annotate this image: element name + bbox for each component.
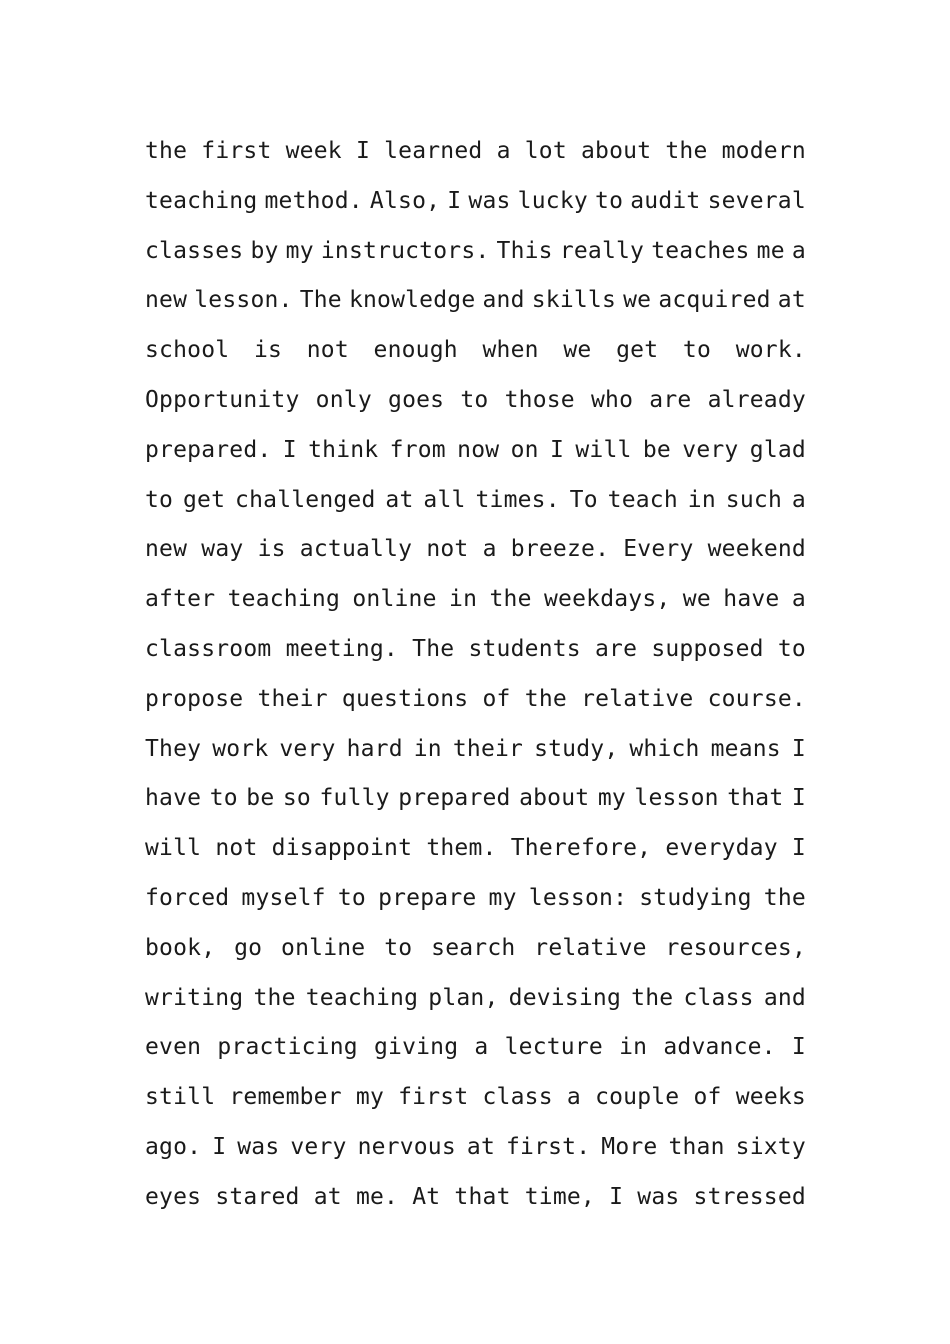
text-line: writing the teaching plan, devising the class and: [145, 984, 806, 1011]
text-line: new way is actually not a breeze. Every weekend: [145, 536, 806, 563]
text-line: classroom meeting. The students are supposed to: [145, 635, 806, 662]
text-line: have to be so fully prepared about my lesson that I: [145, 785, 806, 812]
text-line: Opportunity only goes to those who are already: [145, 386, 806, 413]
text-line: the first week I learned a lot about the modern: [145, 138, 806, 164]
text-line: new lesson. The knowledge and skills we acquired at: [145, 287, 806, 314]
text-line: propose their questions of the relative course.: [145, 685, 806, 712]
text-line: eyes stared at me. At that time, I was stressed: [145, 1183, 806, 1210]
text-line: after teaching online in the weekdays, we have a: [145, 586, 806, 613]
text-line: They work very hard in their study, which means I: [145, 735, 806, 762]
text-line: prepared. I think from now on I will be very glad: [145, 436, 806, 463]
text-line: still remember my first class a couple of weeks: [145, 1084, 806, 1111]
body-text: [145, 127, 806, 1223]
text-line: ago. I was very nervous at first. More than sixty: [145, 1133, 806, 1160]
text-line: school is not enough when we get to work.: [145, 337, 806, 364]
text-line: forced myself to prepare my lesson: studying the: [145, 884, 806, 911]
text-line: even practicing giving a lecture in advance. I: [145, 1034, 806, 1061]
text-line: book, go online to search relative resources,: [145, 934, 806, 961]
text-line: teaching method. Also, I was lucky to audit several: [145, 187, 806, 214]
text-line: will not disappoint them. Therefore, everyday I: [145, 835, 806, 862]
text-line: classes by my instructors. This really teaches me a: [145, 237, 806, 264]
text-line: to get challenged at all times. To teach in such a: [145, 486, 806, 513]
